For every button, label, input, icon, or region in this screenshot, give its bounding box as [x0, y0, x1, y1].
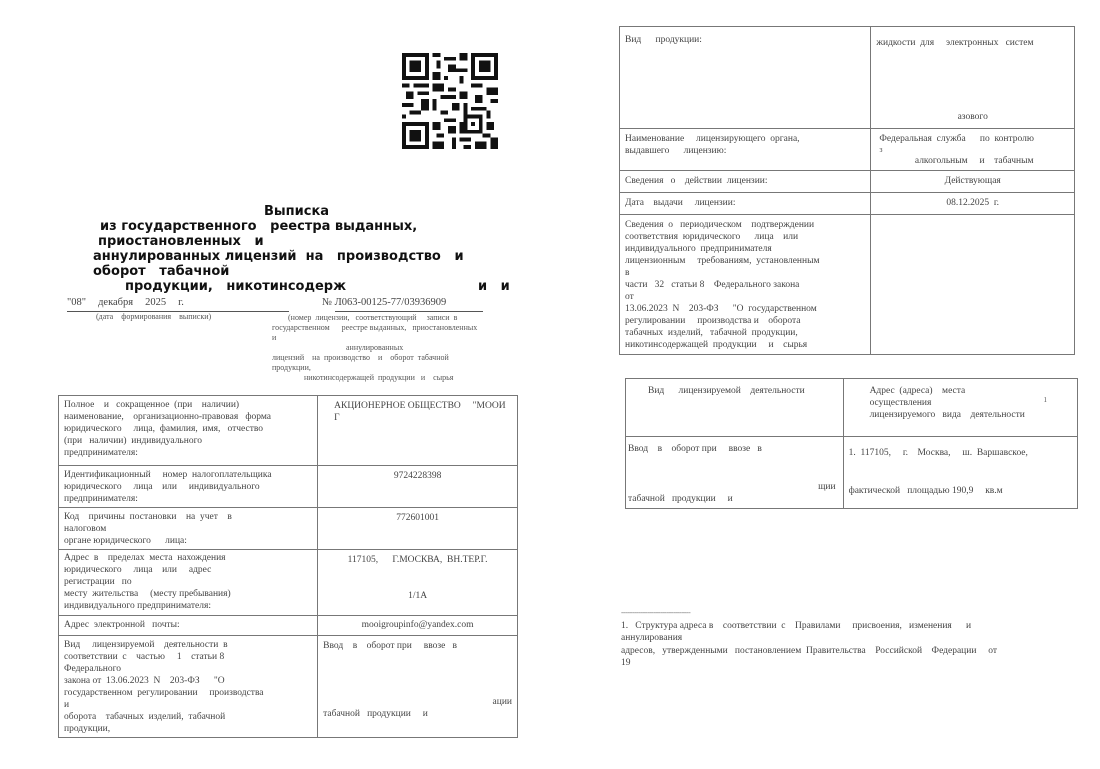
- label-line: и: [64, 700, 70, 710]
- label-line: регулировании производства и оборота: [625, 316, 801, 326]
- label-line: органе юридического лица:: [64, 536, 187, 546]
- date-line: [67, 297, 289, 312]
- value-line: 117105, Г.МОСКВА, ВН.ТЕР.Г.: [347, 555, 488, 565]
- label-line: закона от 13.06.2023 N 203-ФЗ "О: [64, 676, 225, 686]
- caption-line: (номер лицензии, соответствующий записи в: [288, 313, 458, 322]
- table-row-company-name: [59, 396, 518, 466]
- license-number-caption: [272, 313, 512, 383]
- label-line: индивидуального предпринимателя:: [64, 601, 211, 611]
- table-row-address: [59, 550, 518, 616]
- row-label: [620, 193, 871, 215]
- license-number: [322, 297, 483, 312]
- date-day: "08": [67, 297, 87, 308]
- footnote-line: аннулирования: [621, 633, 683, 643]
- label-line: Дата выдачи лицензии:: [625, 198, 736, 208]
- license-status-value: Действующая: [944, 176, 1001, 186]
- activity-address-table: [625, 378, 1078, 509]
- caption-line: никотинсодержащей продукции и сырья: [304, 373, 454, 382]
- row-label: [59, 636, 318, 738]
- license-number-prefix: №: [322, 297, 333, 308]
- label-line: никотинсодержащей продукции и сырья: [625, 340, 808, 350]
- header-label: Вид лицензируемой деятельности: [648, 386, 805, 396]
- footnote: [621, 607, 1071, 670]
- label-line: Вид продукции:: [625, 35, 702, 45]
- footnote-line: 19: [621, 658, 631, 668]
- address-line: фактической площадью 190,9 кв.м: [848, 486, 1003, 496]
- label-line: Полное и сокращенное (при наличии): [64, 400, 240, 410]
- header-label: осуществления: [869, 398, 932, 408]
- row-value: [318, 396, 518, 466]
- header-address: [843, 379, 1077, 437]
- label-line: государственном регулировании производства: [64, 688, 264, 698]
- value-line: 1/1А: [408, 591, 428, 601]
- title-line-5: оборот табачной: [93, 264, 230, 279]
- label-line: соответствия юридического лица или: [625, 232, 799, 242]
- label-line: от: [625, 292, 634, 302]
- row-value: [318, 466, 518, 508]
- value-line: з: [879, 145, 883, 154]
- label-line: выдавшего лицензию:: [625, 146, 727, 156]
- activity-line: щии: [818, 482, 836, 492]
- label-line: оборота табачных изделий, табачной: [64, 712, 226, 722]
- value-line: Г: [334, 413, 340, 423]
- row-value: [318, 508, 518, 550]
- row-value: [871, 27, 1075, 129]
- row-label: [620, 27, 871, 129]
- row-value: [318, 550, 518, 616]
- title-line-6-tail: и и: [478, 279, 510, 294]
- row-label: [59, 466, 318, 508]
- table-row-issue-date: [620, 193, 1075, 215]
- caption-line: государственном реестре выданных, приостановленных: [272, 323, 478, 332]
- label-line: Адрес электронной почты:: [64, 620, 180, 630]
- value-line: 772601001: [396, 513, 439, 523]
- label-line: части 32 статьи 8 Федерального закона: [625, 280, 800, 290]
- table-row-licensing-authority: [620, 129, 1075, 171]
- header-activity: [626, 379, 844, 437]
- label-line: 13.06.2023 N 203-ФЗ "О государственном: [625, 304, 817, 314]
- row-label: [59, 396, 318, 466]
- label-line: продукции,: [64, 724, 111, 734]
- label-line: табачных изделий, табачной продукции,: [625, 328, 798, 338]
- license-info-table-right: [619, 26, 1075, 355]
- value-line: 9724228398: [393, 471, 442, 481]
- label-line: предпринимателя:: [64, 494, 138, 504]
- table-row-activity: [59, 636, 518, 738]
- activity-line: Ввод в оборот при ввозе в: [628, 444, 762, 454]
- value-line: табачной продукции и: [323, 709, 428, 719]
- label-line: соответствии с частью 1 статьи 8: [64, 652, 225, 662]
- address-line: 1. 117105, г. Москва, ш. Варшавское,: [848, 448, 1028, 458]
- row-label: [59, 508, 318, 550]
- license-number-value: Л063-00125-77/03936909: [335, 297, 483, 312]
- label-line: регистрации по: [64, 577, 132, 587]
- activity-table-row: [626, 437, 1078, 509]
- row-label: [59, 550, 318, 616]
- value-line: АКЦИОНЕРНОЕ ОБЩЕСТВО "МООИ: [334, 401, 506, 411]
- footnote-mark: 1: [1043, 396, 1047, 404]
- header-label: Адрес (адреса) места: [869, 386, 966, 396]
- license-info-table-left: [58, 395, 518, 738]
- label-line: наименование, организационно-правовая форма: [64, 412, 272, 422]
- caption-line: лицензий на производство и оборот табачной: [272, 353, 449, 362]
- label-line: Адрес в пределах места нахождения: [64, 553, 226, 563]
- label-line: Вид лицензируемой деятельности в: [64, 640, 228, 650]
- table-row-kpp: [59, 508, 518, 550]
- caption-line: продукции,: [272, 363, 311, 372]
- table-row-inn: [59, 466, 518, 508]
- value-line: Ввод в оборот при ввозе в: [323, 641, 457, 651]
- label-line: в: [625, 268, 630, 278]
- header-label: лицензируемого вида деятельности: [869, 410, 1025, 420]
- row-label: [620, 171, 871, 193]
- footnote-line: 1. Структура адреса в соответствии с Правилами присвоения, изменения и: [621, 620, 972, 631]
- row-value: [318, 616, 518, 636]
- issue-date-value: 08.12.2025 г.: [946, 198, 1000, 208]
- date-caption: (дата формирования выписки): [96, 312, 212, 321]
- value-line: Федеральная служба по контролю: [879, 134, 1034, 144]
- row-value: [871, 171, 1075, 193]
- activity-table-header: [626, 379, 1078, 437]
- label-line: Сведения о действии лицензии:: [625, 176, 768, 186]
- title-line-4: аннулированных лицензий на производство и: [93, 249, 464, 264]
- row-value: [871, 215, 1075, 355]
- value-line: алкогольным и табачным: [914, 156, 1034, 166]
- table-row-periodic-confirmation: [620, 215, 1075, 355]
- label-line: Идентификационный номер налогоплательщика: [64, 470, 272, 480]
- label-line: месту жительства (месту пребывания): [64, 589, 231, 599]
- date-year: 2025: [145, 297, 167, 308]
- date-suffix: г.: [178, 297, 184, 308]
- caption-line: аннулированных: [346, 343, 404, 352]
- title-line-2: из государственного реестра выданных,: [100, 219, 418, 234]
- label-line: лицензионным требованиям, установленным: [625, 256, 820, 266]
- label-line: (при наличии) индивидуального: [64, 436, 203, 446]
- footnote-separator: --------------------------------: [621, 608, 691, 617]
- table-row-product-type: [620, 27, 1075, 129]
- caption-line: и: [272, 333, 277, 342]
- label-line: Сведения о периодическом подтверждении: [625, 220, 815, 230]
- table-row-email: [59, 616, 518, 636]
- value-line: жидкости для электронных систем: [876, 38, 1034, 48]
- label-line: предпринимателя:: [64, 448, 138, 458]
- row-value: [871, 193, 1075, 215]
- value-line: азового: [957, 112, 988, 122]
- row-label: [59, 616, 318, 636]
- label-line: Код причины постановки на учет в: [64, 512, 232, 522]
- row-address: [843, 437, 1077, 509]
- title-line-3: приостановленных и: [98, 234, 264, 249]
- row-activity: [626, 437, 844, 509]
- label-line: Федерального: [64, 664, 122, 674]
- row-label: [620, 129, 871, 171]
- title-line-1: Выписка: [264, 204, 330, 219]
- label-line: юридического лица или индивидуального: [64, 482, 260, 492]
- title-line-6: продукции, никотинсодерж: [125, 279, 347, 294]
- label-line: юридического лица, фамилия, имя, отчество: [64, 424, 264, 434]
- table-row-license-status: [620, 171, 1075, 193]
- label-line: юридического лица или адрес: [64, 565, 212, 575]
- activity-line: табачной продукции и: [628, 494, 733, 504]
- label-line: налоговом: [64, 524, 107, 534]
- row-label: [620, 215, 871, 355]
- label-line: индивидуального предпринимателя: [625, 244, 772, 254]
- row-value: [871, 129, 1075, 171]
- label-line: Наименование лицензирующего органа,: [625, 134, 800, 144]
- qr-code-icon: [399, 53, 501, 149]
- date-month: декабря: [98, 297, 134, 308]
- footnote-line: адресов, утвержденными постановлением Правительства Российской Федерации от: [621, 645, 998, 656]
- email-value: mooigroupinfo@yandex.com: [361, 620, 474, 630]
- value-line: ации: [492, 697, 512, 707]
- row-value: [318, 636, 518, 738]
